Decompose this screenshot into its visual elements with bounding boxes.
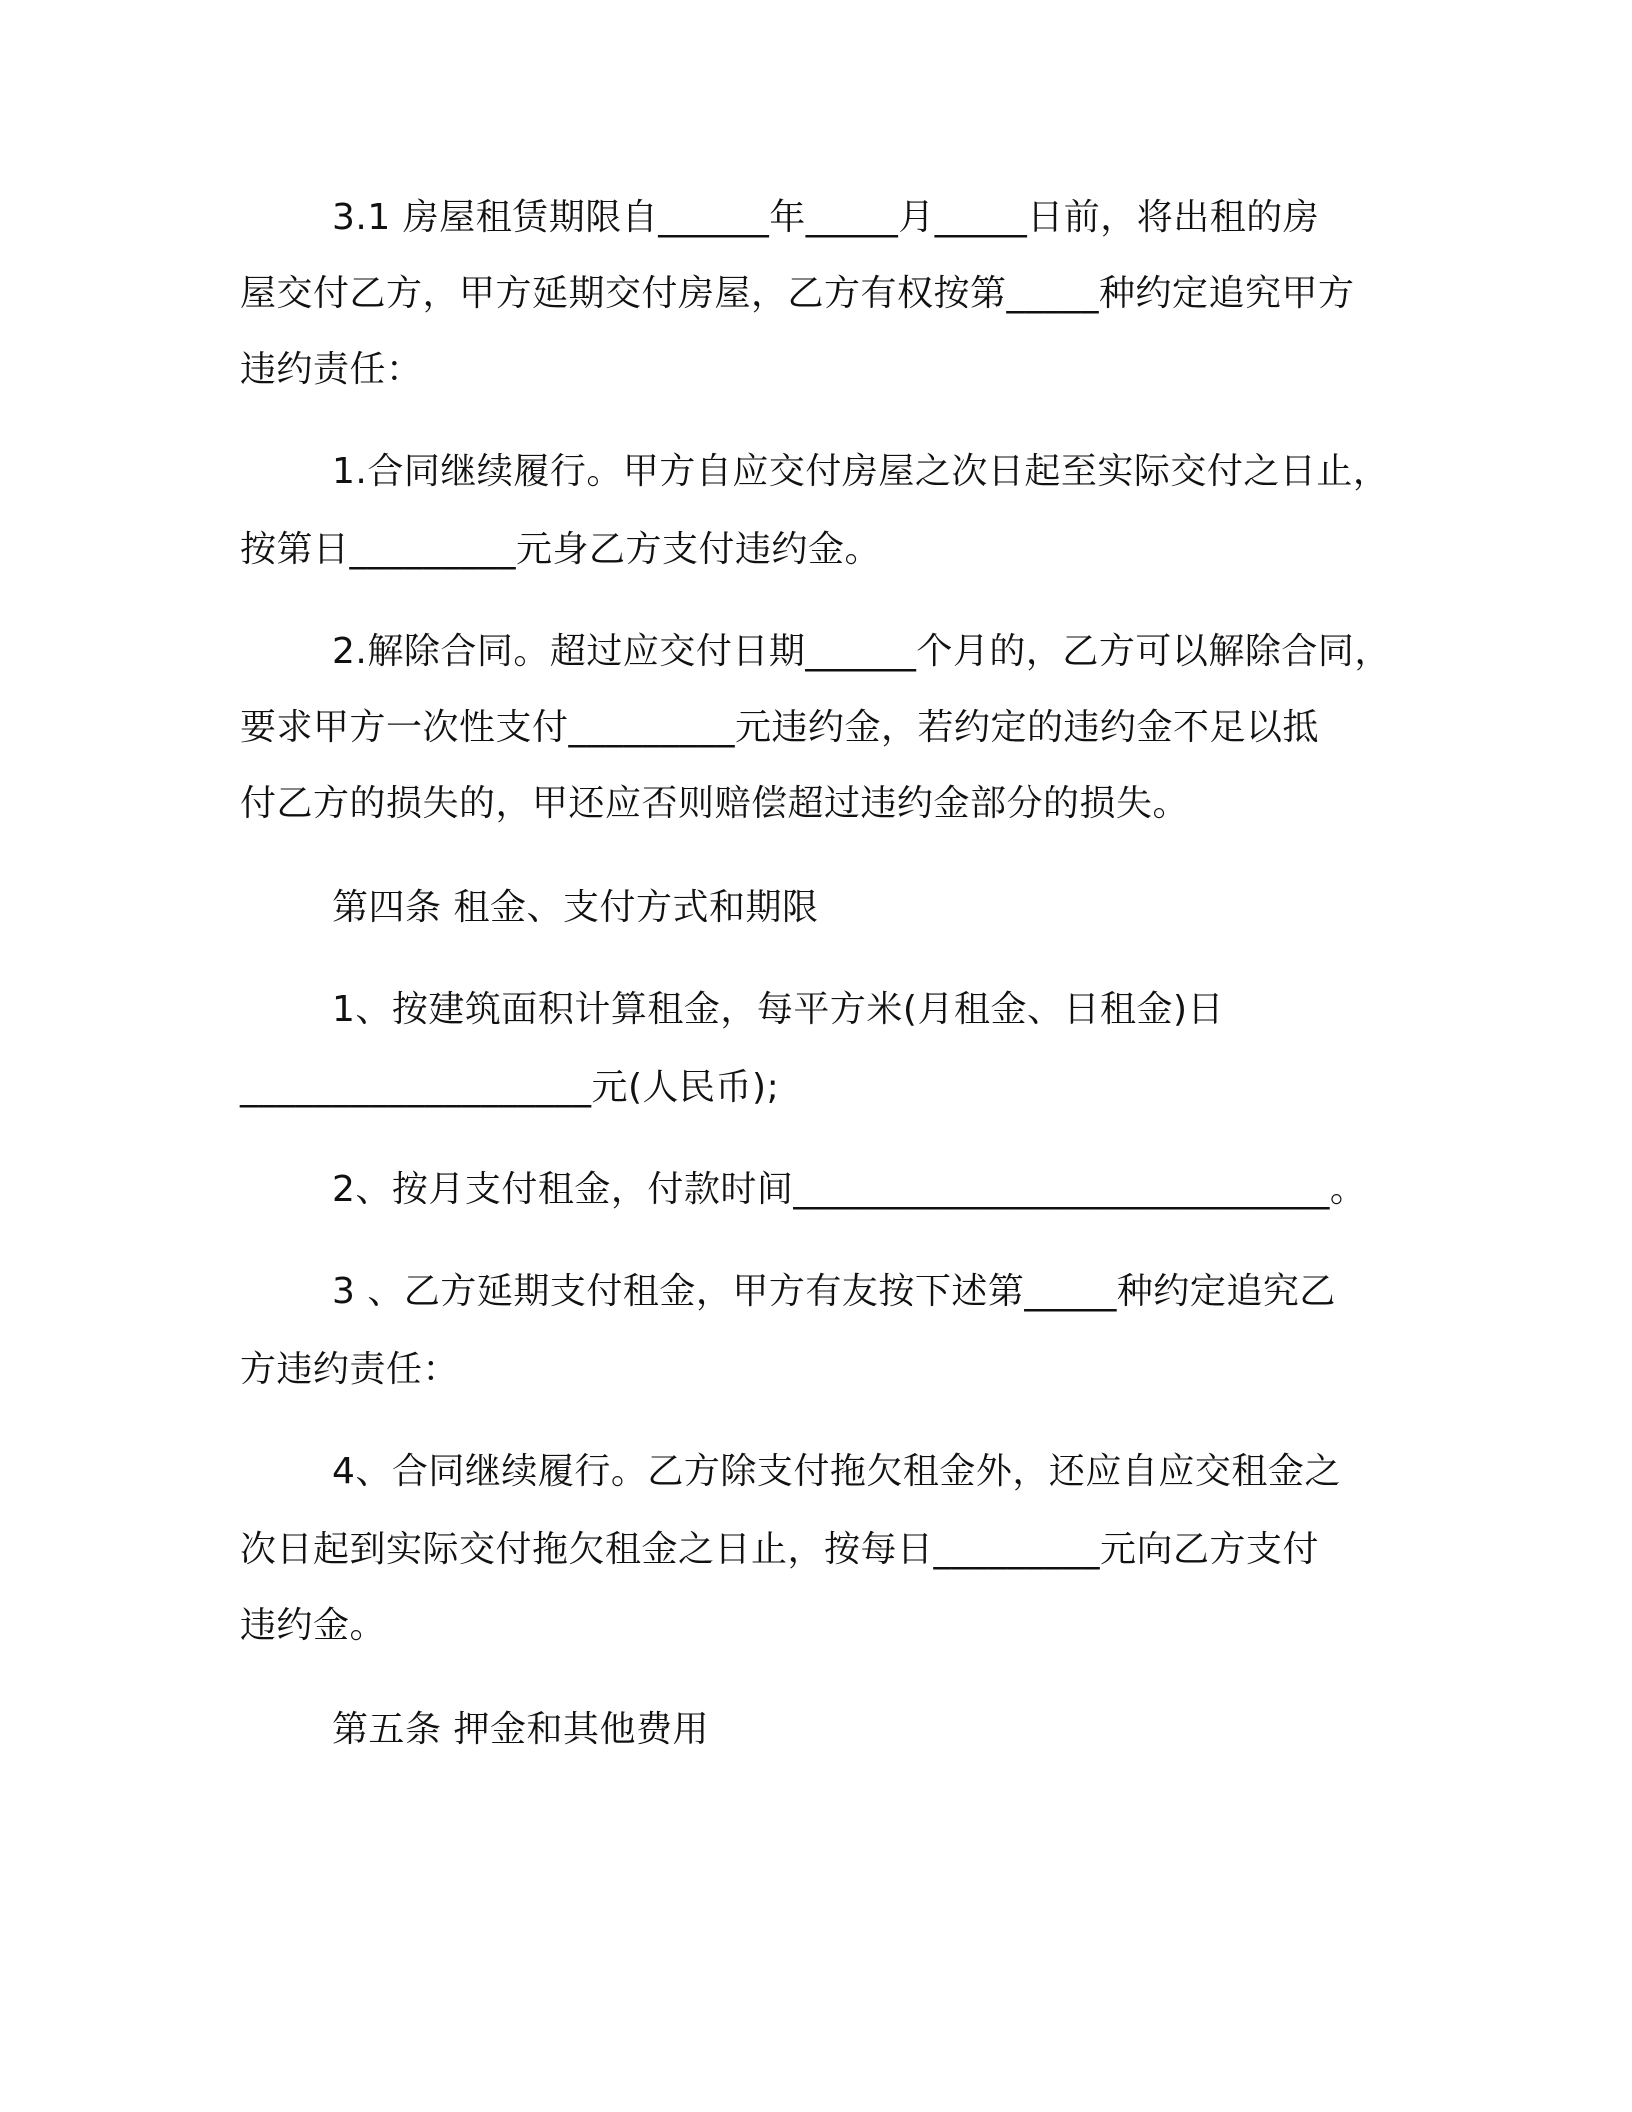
rent-item-2: 2、按月支付租金，付款时间_____________________________。 — [332, 1169, 1367, 1210]
section-5-heading: 第五条 押金和其他费用 — [332, 1709, 709, 1750]
item-2-line-2: 要求甲方一次性支付_________元违约金，若约定的违约金不足以抵 — [240, 707, 1320, 748]
paragraph-3-1-line-2: 屋交付乙方，甲方延期交付房屋，乙方有权按第_____种约定追究甲方 — [240, 273, 1355, 314]
item-1-line-2: 按第日_________元身乙方支付违约金。 — [240, 529, 882, 570]
rent-item-4-line-2: 次日起到实际交付拖欠租金之日止，按每日_________元向乙方支付 — [240, 1529, 1320, 1570]
rent-item-4-line-1: 4、合同继续履行。乙方除支付拖欠租金外，还应自应交租金之 — [332, 1451, 1341, 1492]
item-2-line-3: 付乙方的损失的，甲还应否则赔偿超过违约金部分的损失。 — [240, 783, 1190, 824]
paragraph-3-1-line-3: 违约责任： — [240, 349, 423, 390]
rent-item-3-line-2: 方违约责任： — [240, 1349, 460, 1390]
paragraph-3-1-line-1: 3.1 房屋租赁期限自______年_____月_____日前，将出租的房 — [332, 197, 1320, 238]
item-1-line-1: 1.合同继续履行。甲方自应交付房屋之次日起至实际交付之日止， — [332, 451, 1390, 492]
item-2-line-1: 2.解除合同。超过应交付日期______个月的，乙方可以解除合同， — [332, 631, 1391, 672]
rent-item-3-line-1: 3 、乙方延期支付租金，甲方有友按下述第_____种约定追究乙 — [332, 1271, 1336, 1312]
rent-item-1-line-2: ___________________元(人民币); — [240, 1067, 780, 1108]
rent-item-4-line-3: 违约金。 — [240, 1605, 387, 1646]
section-4-heading: 第四条 租金、支付方式和期限 — [332, 887, 819, 928]
rent-item-1-line-1: 1、按建筑面积计算租金，每平方米(月租金、日租金)日 — [332, 989, 1224, 1030]
